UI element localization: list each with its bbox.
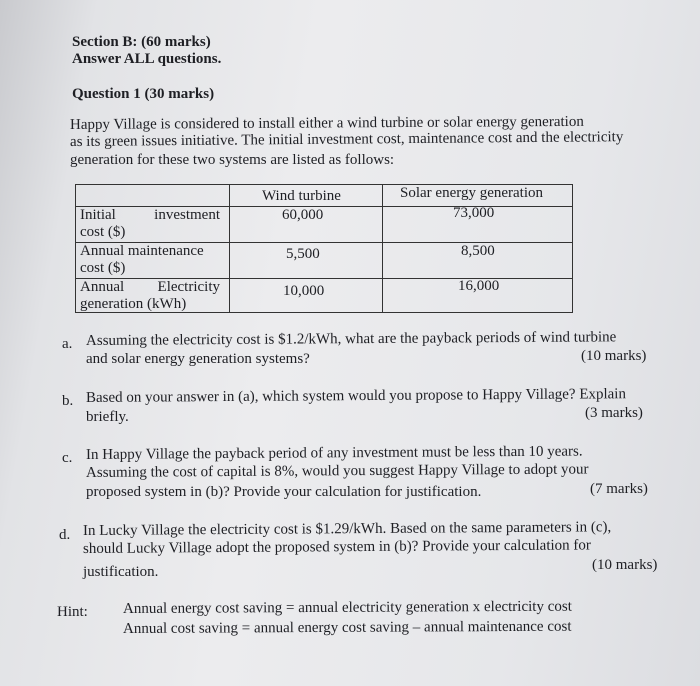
part-line: Assuming the cost of capital is 8%, would you suggest Happy Village to adopt your bbox=[85, 461, 589, 481]
part-marks: (10 marks) bbox=[581, 348, 647, 364]
table-cell-solar: 8,500 bbox=[461, 243, 495, 259]
intro-line-2: as its green issues initiative. The initial investment cost, maintenance cost and the electricity bbox=[69, 129, 624, 150]
part-line: proposed system in (b)? Provide your calculation for justification. bbox=[86, 484, 482, 500]
part-letter: b. bbox=[62, 393, 74, 409]
part-marks: (7 marks) bbox=[590, 481, 648, 497]
table-cell-solar: 73,000 bbox=[453, 205, 495, 221]
hint-line-2: Annual cost saving = annual energy cost saving – annual maintenance cost bbox=[122, 618, 572, 637]
part-line: In Lucky Village the electricity cost is $1.29/kWh. Based on the same parameters in (c), bbox=[82, 519, 612, 539]
table-cell-wind: 10,000 bbox=[283, 283, 325, 299]
table-cell-wind: 5,500 bbox=[286, 246, 320, 262]
part-line: briefly. bbox=[86, 409, 129, 425]
cost-table bbox=[75, 184, 573, 313]
table-row-label: Annual Electricity bbox=[80, 279, 220, 295]
part-line: Based on your answer in (a), which system would you propose to Happy Village? Explain bbox=[85, 386, 627, 406]
part-line: should Lucky Village adopt the proposed system in (b)? Provide your calculation for bbox=[82, 537, 591, 557]
hint-label: Hint: bbox=[57, 604, 88, 620]
table-row-label: Annual maintenance bbox=[80, 243, 204, 259]
intro-line-3: generation for these two systems are listed as follows: bbox=[70, 152, 395, 168]
table-row-label-cont: cost ($) bbox=[80, 224, 126, 240]
part-letter: a. bbox=[62, 336, 73, 352]
hint-line-1: Annual energy cost saving = annual electricity generation x electricity cost bbox=[122, 598, 572, 617]
part-marks: (10 marks) bbox=[592, 557, 658, 573]
part-line: Assuming the electricity cost is $1.2/kWh, what are the payback periods of wind turbine bbox=[85, 329, 617, 349]
part-letter: d. bbox=[59, 527, 71, 543]
header-solar: Solar energy generation bbox=[400, 185, 544, 201]
table-row-label: Initial investment bbox=[80, 207, 220, 223]
part-letter: c. bbox=[62, 450, 73, 466]
header-wind-turbine: Wind turbine bbox=[262, 188, 341, 204]
table-row-label-cont: generation (kWh) bbox=[80, 296, 187, 312]
part-line: justification. bbox=[83, 564, 159, 580]
part-line: and solar energy generation systems? bbox=[86, 351, 310, 367]
table-cell-solar: 16,000 bbox=[458, 278, 500, 294]
table-cell-wind: 60,000 bbox=[282, 207, 324, 223]
part-line: In Happy Village the payback period of any investment must be less than 10 years. bbox=[85, 443, 583, 463]
section-title: Section B: (60 marks) bbox=[72, 34, 211, 50]
intro-line-1: Happy Village is considered to install either a wind turbine or solar energy generation bbox=[69, 113, 584, 133]
section-instruction: Answer ALL questions. bbox=[72, 51, 222, 67]
table-row-label-cont: cost ($) bbox=[80, 260, 126, 276]
question-title: Question 1 (30 marks) bbox=[72, 86, 215, 102]
part-marks: (3 marks) bbox=[585, 405, 643, 421]
